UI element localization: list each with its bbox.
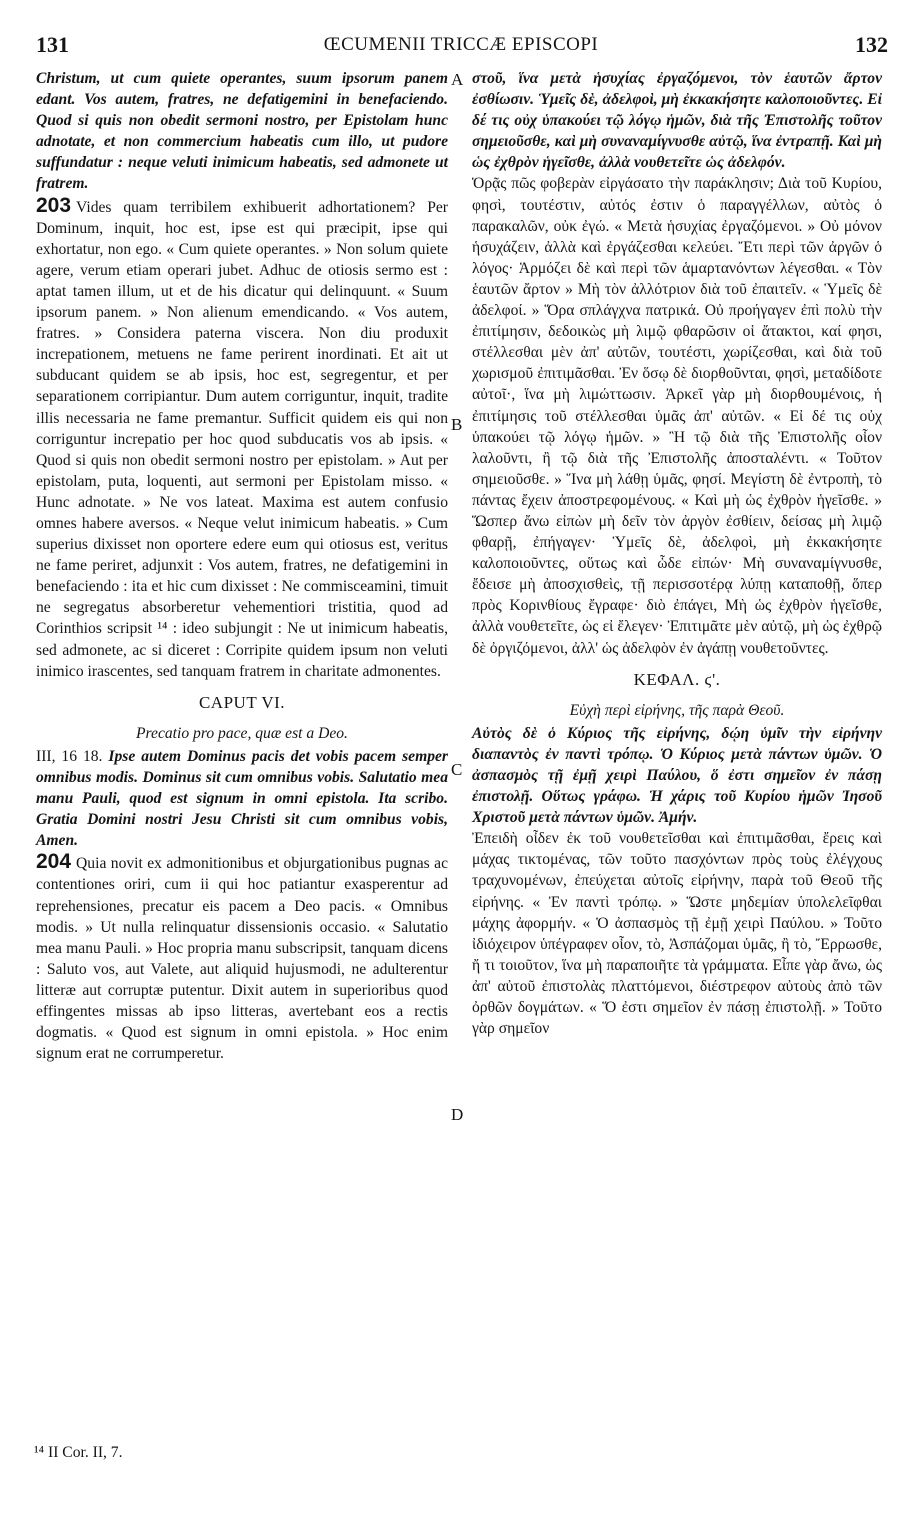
latin-column <box>36 68 448 1064</box>
greek-column <box>472 68 882 1039</box>
chapter-title-latin: CAPUT VI. <box>198 692 286 712</box>
scripture-lemma-greek: στοῦ, ἵνα μετὰ ἡσυχίας ἐργαζόμενοι, τὸν ἑαυτῶν ἄρτον ἐσθίωσιν. Ὑμεῖς δὲ, ἀδελφοὶ, μὴ ἐκκακήσητε καλοποιοῦντες. Εἰ δέ τις οὐχ ὑπακούει τῷ λόγῳ ἡμῶν, διὰ τῆς Ἐπιστολῆς τοῦτον σημειοῦσθε, καὶ μὴ συναναμίγνυσθε αὐτῷ, ἵνα ἐντραπῇ. Καὶ μὴ ὡς ἐχθρὸν ἡγεῖσθε, ἀλλὰ νουθετεῖτε ὡς ἀδελφόν. <box>472 70 882 172</box>
margin-letter-b: B <box>451 415 463 434</box>
margin-letter-d: D <box>451 1105 464 1124</box>
scripture-lemma-greek-2: Αὐτὸς δὲ ὁ Κύριος τῆς εἰρήνης, δῴη ὑμῖν τὴν εἰρήνην διαπαντὸς ἐν παντὶ τρόπῳ. Ὁ Κύριος μετὰ πάντων ὑμῶν. Ὁ ἀσπασμὸς τῇ ἐμῇ χειρὶ Παύλου, ὅ ἐστι σημεῖον ἐν πάσῃ ἐπιστολῇ. Οὕτως γράφω. Ἡ χάρις τοῦ Κυρίου ἡμῶν Ἰησοῦ Χριστοῦ μετὰ πάντων ὑμῶν. Ἀμήν. <box>472 724 882 827</box>
page-number-left: 131 <box>36 32 69 57</box>
lemma-text: Ipse autem Dominus pacis det vobis pacem semper omnibus modis. Dominus sit cum omnibus vobis. Salutatio mea manu Pauli, quod est signum in omni epistola. Ita scribo. Gratia Domini nostri Jesu Christi sit cum omnibus vobis, Amen. <box>36 747 448 850</box>
chapter-subtitle-greek: Εὐχὴ περὶ εἰρήνης, τῆς παρὰ Θεοῦ. <box>569 701 785 719</box>
verse-reference: III, 16 18. <box>36 747 103 765</box>
margin-letter-a: A <box>451 70 464 89</box>
chapter-title-greek: ΚΕΦΑΛ. ϛ'. <box>633 669 721 689</box>
running-header <box>30 32 892 62</box>
running-title: ŒCUMENII TRICCÆ EPISCOPI <box>323 34 599 55</box>
chapter-subtitle-latin: Precatio pro pace, quæ est a Deo. <box>136 724 348 742</box>
page-number-right: 132 <box>855 32 888 57</box>
commentary-text: Quia novit ex admonitionibus et objurgationibus pugnas ac contentiones oriri, cum ii qui hoc patiantur exasperentur ad reprehensiones, precatur eis pacem a Deo pacis. « Omnibus modis. » Ut nulla relinquatur dissensionis occasio. « Salutatio mea manu Pauli. » Hoc propria manu subscripsit, tanquam dicens : Saluto vos, aut Valete, aut aliquid hujusmodi, ne adulterentur litteræ aut corruptæ putentur. Dixit autem in superioribus quod effingentes missas ab ipso litteras, avertebant eos a rectis dogmatis. « Quod est signum in omni epistola. » Hoc enim signum erat ne corrumperetur. <box>36 855 448 1063</box>
commentary-text: Vides quam terribilem exhibuerit adhortationem? Per Dominum, inquit, hoc est, ipse est qui præcipit, ipse qui exhortatur, non ego. « Cum quiete operantes. » Non solum quiete agere, verum etiam operari jubet. Adhuc de otiosis sermo est : aptat tamen illum, ut et de his dicatur qui delinquunt. « Suum ipsorum panem. » Non alienum emendicando. « Vos autem, fratres. » Considera paterna viscera. Non diu produxit increpationem, metuens ne fame perirent inordinati. Et ait ut subducant quidem se ab ipsis, hoc est, segregentur, et per separationem corripiantur. Dum autem corriguntur, inquit, tradite illis necessaria ne fame premantur. Sufficit quidem eis qui non corriguntur increpatio per hoc quod subducatis vos ab ipsis. « Quod si quis non obedit sermoni nostro per epistolam. » Aut per epistolam, puta, loquenti, aut sermoni per Epistolam misso. « Hunc adnotate. » Ne vos lateat. Maxima est autem confusio omnes habere aversos. « Neque velut inimicum habeatis. » Cum superius dixisset non oportere edere eum qui otiosus est, veritus ne fame periret, adjunxit : Vos autem, fratres, ne defatigemini in benefaciendo : ita et hic cum dixisset : Ne commisceamini, timuit ne segregatus absorberetur vehementiori tristitia, quod ad Corinthios scripsit ¹⁴ : ideo subjungit : Ne ut inimicum habeatis, sed admonete, ac si diceret : Corripite quidem ipsum non veluti inimico irascentes, sed tanquam fratrem in charitate admonentes. <box>36 198 448 680</box>
footnote: ¹⁴ II Cor. II, 7. <box>34 1444 123 1461</box>
section-number-204: 204 <box>36 850 72 874</box>
scripture-lemma-latin-2 <box>36 746 448 851</box>
commentary-203-greek: Ὁρᾷς πῶς φοβερὰν εἰργάσατο τὴν παράκλησιν; Διὰ τοῦ Κυρίου, φησὶ, τουτέστιν, αὐτός ἐστιν ὁ παραγγέλλων, αὐτὸς ὁ παρακαλῶν, οὐκ ἐγώ. « Μετὰ ἡσυχίας ἐργαζόμενοι. » Οὐ μόνον ἡσυχάζειν, ἀλλὰ καὶ ἐργάζεσθαι κελεύει. Ἔτι περὶ τῶν ἀργῶν ὁ λόγος· Ἁρμόζει δὲ καὶ περὶ τῶν ἁμαρτανόντων λέγεσθαι. « Τὸν ἑαυτῶν ἄρτον » Μὴ τὸν ἀλλότριον διὰ τοῦ ἐπαιτεῖν. « Ὑμεῖς δὲ ἀδελφοί. » Ὅρα σπλάγχνα πατρικά. Οὐ προήγαγεν ἐπὶ πολὺ τὴν ἐπιτίμησιν, δεδοικὼς μὴ λιμῷ φθαρῶσιν οἱ ἄτακτοι, καί φησι, στέλλεσθαι μὲν ἀπ' αὐτῶν, τουτέστι, χωρίζεσθαι, καὶ διὰ τοῦ χωρισμοῦ ἐπιτιμᾶσθαι. Ἐν ὅσῳ δὲ διορθοῦνται, φησὶ, μεταδίδοτε αὐτοῖ·, ἵνα μὴ λιμώττωσιν. Ἀρκεῖ γὰρ μὴ διορθουμένοις, ἡ ἐπιτίμησις τοῦ στέλλεσθαι ὑμᾶς ἀπ' αὐτῶν. « Εἰ δέ τις οὐχ ὑπακούει τῷ λόγῳ ἡμῶν. » Ἢ τῷ διὰ τῆς Ἐπιστολῆς οἷον λαλοῦντι, ἢ τῷ διὰ τῆς Ἐπιστολῆς ἀποσταλέντι. « Τοῦτον σημειοῦσθε. » Ἵνα μὴ λάθῃ ὑμᾶς, φησί. Μεγίστη δὲ ἐντροπὴ, τὸ πάντας ἔχειν ἀποστρεφομένους. « Καὶ μὴ ὡς ἐχθρὸν ἡγεῖσθε. » Ὥσπερ ἄνω εἰπὼν μὴ δεῖν τὸν ἀργὸν ἐσθίειν, δείσας μὴ λιμῷ φθαρῇ, ἐπήγαγεν· Ὑμεῖς δὲ, ἀδελφοὶ, μὴ ἐκκακήσητε καλοποιοῦντες, οὕτως καὶ ὧδε εἰπών· Μὴ συναναμίγνυσθε, ἔδεισε μὴ ἀποσχισθεὶς, τῇ περισσοτέρᾳ λύπῃ καταποθῇ, ὅπερ πρὸς Κορινθίους ἔγραφε· διὸ ἐπάγει, Μὴ ὡς ἐχθρὸν ἡγεῖσθε, ἀλλὰ νουθετεῖτε, ὡς εἰ ἔλεγεν· Ἐπιτιμᾶτε μὲν αὐτῷ, μὴ ὡς ἐχθρῷ δὲ ὀργιζόμενοι, ἀλλ' ὡς ἀδελφὸν ἐν ἀγάπῃ νουθετοῦντες. <box>472 175 882 657</box>
commentary-204-greek: Ἐπειδὴ οἶδεν ἐκ τοῦ νουθετεῖσθαι καὶ ἐπιτιμᾶσθαι, ἔρεις καὶ μάχας τικτομένας, τῶν τοῦτο πασχόντων πρὸς τοὺς ἐλέγχους τραχυνομένων, ἐπεύχεται αὐτοῖς εἰρήνην, παρὰ τοῦ Θεοῦ τῆς εἰρήνης. « Ἐν παντὶ τρόπῳ. » Ὥστε μηδεμίαν ὑπολελεῖφθαι μάχης ἀφορμήν. « Ὁ ἀσπασμὸς τῇ ἐμῇ χειρὶ Παύλου. » Τοῦτο ἰδιόχειρον ὑπέγραφεν οἷον, τὸ, Ἀσπάζομαι ὑμᾶς, ἢ τὸ, Ἔρρωσθε, ἤ τι τοιοῦτον, ἵνα μὴ παραποιῆτε τὰ γράμματα. Εἶπε γὰρ ἄνω, ὡς ἀπ' αὐτοῦ ἐπιστολὰς πλαττόμενοι, διέστρεφον αὐτοὺς ἀπὸ τῶν ὀρθῶν δογμάτων. « Ὅ ἐστι σημεῖον ἐν πάσῃ ἐπιστολῇ. » Τοῦτο γὰρ σημεῖον <box>472 830 882 1038</box>
margin-letter-c: C <box>451 760 463 779</box>
commentary-203-latin <box>36 195 448 682</box>
section-number-203: 203 <box>36 193 72 217</box>
commentary-204-latin <box>36 851 448 1064</box>
scripture-lemma-latin: Christum, ut cum quiete operantes, suum ipsorum panem edant. Vos autem, fratres, ne defatigemini in benefaciendo. Quod si quis non obedit sermoni nostro, per Epistolam hunc adnotate, et non commercium habeatis cum illo, ut pudore suffundatur : neque veluti inimicum habeatis, sed admonete ut fratrem. <box>36 70 448 193</box>
